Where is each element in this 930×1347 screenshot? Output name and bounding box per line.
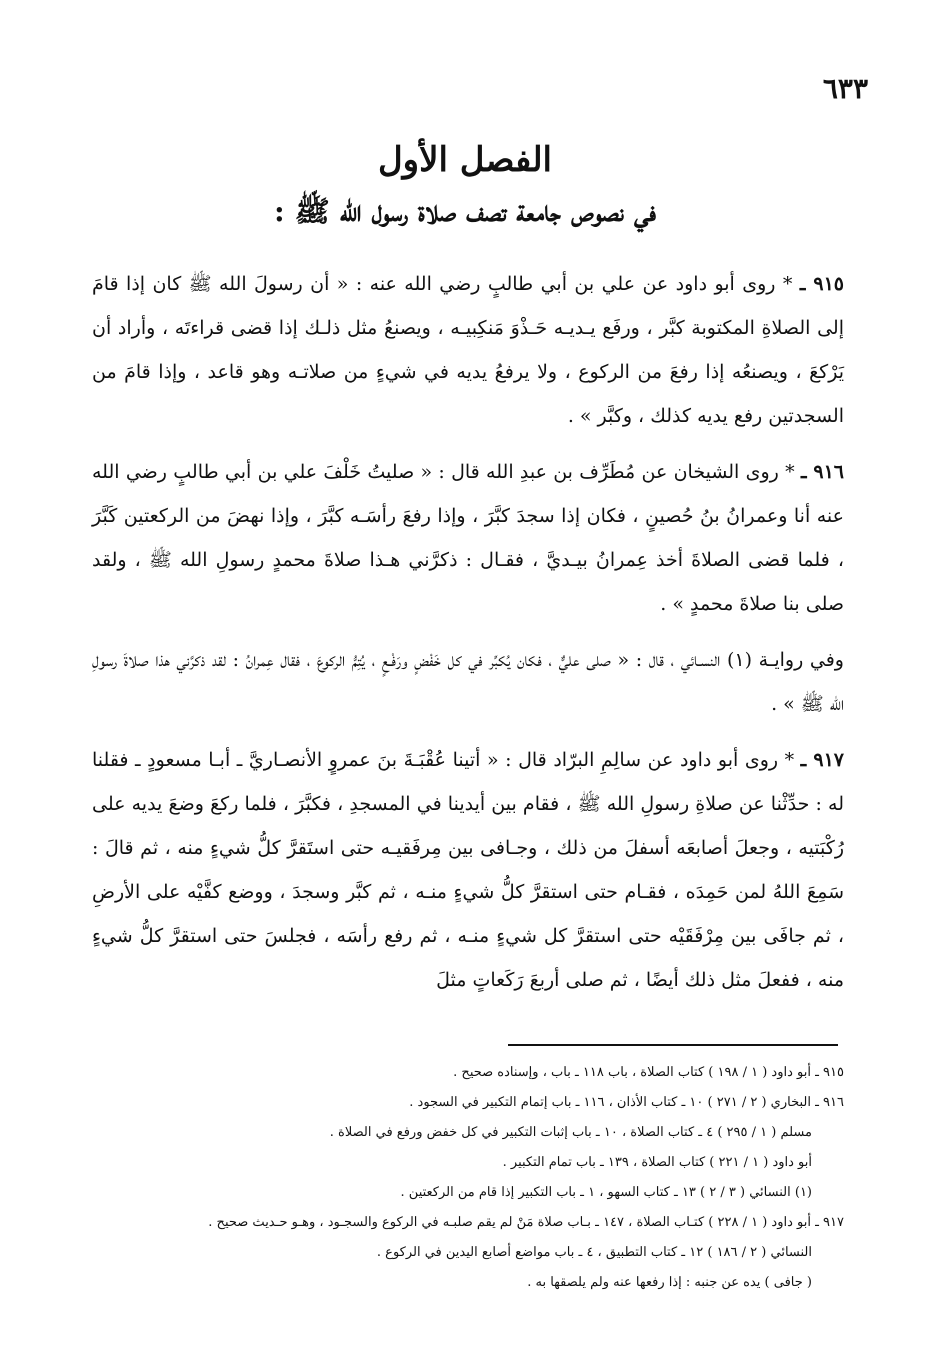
- hadith-text: * روى أبو داود عن علي بن أبي طالبٍ رضي الله عنه : « أن رسولَ الله ﷺ كان إذا قامَ إلى الصلاةِ المكتوبة كبَّر ، ورفَع يـديـه حَـذْوَ مَنكِبيـه ، ويصنعُ مثل ذلـك إذا قضى قراءتَه ، وأراد أن يَرْكعَ ، ويصنعُه إذا رفعَ من الركوع ، ولا يرفعُ يديه في شيءٍ من صلاتـه وهو قاعد ، وإذا قامَ من السجدتين رفع يديه كذلك ، وكبَّر » .: [92, 273, 844, 427]
- hadith-number: ٩١٧ ـ: [800, 749, 844, 771]
- hadith-916-nasai-variant: [92, 638, 844, 726]
- footnote-divider: [508, 1044, 838, 1046]
- footnote: النسائي ( ٢ / ١٨٦ ) ١٢ ـ كتاب التطبيق ، ٤ ـ باب مواضع أصابع اليدين في الركوع .: [376, 1245, 812, 1260]
- footnote: ( جافى ) يده عن جنبه : إذا رفعها عنه ولم يلصقها به .: [527, 1275, 812, 1290]
- footnote: (١) النسائي ( ٣ / ٢ ) ١٣ ـ كتاب السهو ، ١ ـ باب التكبير إذا قام من الركعتين .: [400, 1185, 812, 1200]
- hadith-text: * روى الشيخان عن مُطَرِّف بن عبدِ الله قال : « صليتُ خَلْفَ علي بن أبي طالبٍ رضي الله عنه أنا وعمرانُ بنُ حُصينٍ ، فكان إذا سجدَ كبَّرَ ، وإذا رفعَ رأسَـه كبَّرَ ، وإذا نهضَ من الركعتين كَبَّرَ ، فلما قضى الصلاةَ أخذ عِمرانُ بيـديَّ ، فقـال : ذكرَّني هـذا صلاةَ محمدٍ رسولِ الله ﷺ ، ولقد صلى بنا صلاةَ محمدٍ » .: [92, 461, 844, 615]
- hadith-text: * روى أبو داود عن سالِمِ البرّاد قال : « أتينا عُقْبَـةَ بنَ عمروٍ الأنصـاريَّ ـ أبـا مسعودٍ ـ فقلنا له : حدِّثْنا عن صلاةِ رسولِ الله ﷺ ، فقام بين أيدينا في المسجدِ ، فكبَّرَ ، فلما ركعَ وضعَ يديه على رُكْبَتيه ، وجعلَ أصابعَه أسفلَ من ذلك ، وجـافى بين مِرفَقيـه حتى استَقرَّ كلُّ شيءٍ منه ، ثم قالَ : سَمِعَ اللهُ لمن حَمِدَه ، فقـام حتى استقرَّ كلُّ شيءٍ منـه ، ثم كبَّر وسجدَ ، ووضع كفَّيْه على الأرضِ ، ثم جافَى بين مِرْفَقَيْه حتى استقرَّ كل شيءٍ منـه ، ثم رفع رأسَه ، فجلسَ حتى استقرَّ كلُّ شيءٍ منه ، ففعلَ مثل ذلك أيضًا ، ثم صلى أربعَ رَكَعاتٍ مثلَ: [92, 749, 844, 991]
- hadith-text: وفي روايـة (١) النسـائي ، قال : « صلى عليٌّ ، فكان يُكبِّر في كل خَفْضٍ ورَفْـعٍ ، يُتِمُّ الركوعَ ، فقال عِمرانُ : لقد ذكرَّني هذا صلاةَ رسولِ الله ﷺ » .: [92, 649, 844, 715]
- hadith-number: ٩١٥ ـ: [799, 273, 844, 295]
- footnote: ٩١٦ ـ البخاري ( ٢ / ٢٧١ ) ١٠ ـ كتاب الأذان ، ١١٦ ـ باب إتمام التكبير في السجود .: [409, 1095, 844, 1110]
- footnote: أبو داود ( ١ / ٢٢١ ) كتاب الصلاة ، ١٣٩ ـ باب تمام التكبير .: [502, 1155, 812, 1170]
- page-number: ٦٣٣: [822, 72, 868, 105]
- footnotes: [92, 1058, 844, 1298]
- footnote: مسلم ( ١ / ٢٩٥ ) ٤ ـ كتاب الصلاة ، ١٠ ـ باب إثبات التكبير في كل خفض ورفع في الصلاة .: [329, 1125, 812, 1140]
- hadith-915: [92, 262, 844, 438]
- footnote: ٩١٧ ـ أبو داود ( ١ / ٢٢٨ ) كتـاب الصلاة ، ١٤٧ ـ بـاب صلاة مَنْ لم يقم صلبـه في الركوع والسجـود ، وهـو حـديث صحيح .: [208, 1215, 844, 1230]
- hadith-number: ٩١٦ ـ: [800, 461, 844, 483]
- chapter-subtitle: في نصوص جامعة تصف صلاة رسول الله ﷺ :: [273, 194, 657, 228]
- hadith-916: [92, 450, 844, 626]
- footnote: ٩١٥ ـ أبو داود ( ١ / ١٩٨ ) كتاب الصلاة ، باب ١١٨ ـ باب ، وإسناده صحيح .: [453, 1065, 844, 1080]
- main-text: [92, 262, 844, 1014]
- chapter-title: الفصل الأول: [377, 140, 553, 180]
- hadith-917: [92, 738, 844, 1002]
